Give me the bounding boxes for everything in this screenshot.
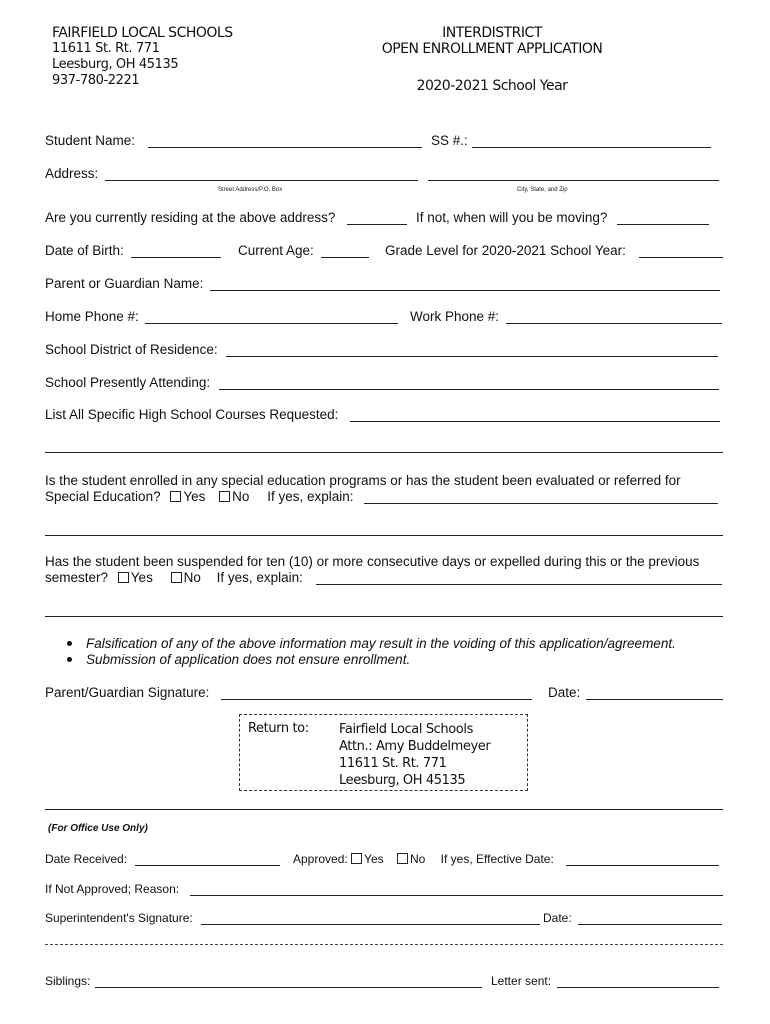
return-address-line4: Leesburg, OH 45135 [339, 773, 466, 788]
office-effective-date-field[interactable] [566, 865, 719, 866]
suspend-question-line2 [45, 570, 303, 586]
siblings-divider [45, 944, 723, 945]
signature-label: Parent/Guardian Signature: [45, 685, 210, 700]
return-address-line2: Attn.: Amy Buddelmeyer [339, 739, 491, 754]
office-superintendent-label: Superintendent's Signature: [45, 911, 193, 925]
street-address-hint: Street Address/P.O. Box [218, 187, 283, 193]
sped-explain-label: If yes, explain: [267, 489, 354, 504]
office-siblings-label: Siblings: [45, 974, 91, 988]
moving-field[interactable] [617, 224, 709, 225]
sped-yes-label: Yes [183, 489, 206, 504]
return-address-line1: Fairfield Local Schools [339, 722, 473, 737]
grade-field[interactable] [639, 257, 723, 258]
sped-question-text: Special Education? [45, 489, 161, 504]
office-approved-label: Approved: [293, 852, 348, 866]
school-city: Leesburg, OH 45135 [52, 57, 179, 72]
office-approved-no-checkbox[interactable] [397, 853, 408, 864]
sped-no-checkbox[interactable] [219, 491, 230, 502]
office-use-heading: (For Office Use Only) [48, 823, 148, 834]
suspend-no-label: No [183, 570, 201, 585]
parent-label: Parent or Guardian Name: [45, 276, 204, 291]
age-label: Current Age: [238, 243, 314, 258]
office-approved-yes-label: Yes [364, 852, 384, 866]
office-superintendent-field[interactable] [201, 924, 540, 925]
ss-field[interactable] [472, 147, 711, 148]
suspend-question-text: semester? [45, 570, 109, 585]
sped-no-label: No [232, 489, 250, 504]
residing-field[interactable] [347, 224, 407, 225]
office-reason-field[interactable] [190, 895, 723, 896]
dob-label: Date of Birth: [45, 243, 124, 258]
note-submission-text: Submission of application does not ensure enrollment. [86, 652, 411, 667]
suspend-yes-label: Yes [130, 570, 153, 585]
district-label: School District of Residence: [45, 342, 218, 357]
student-name-field[interactable] [148, 147, 422, 148]
form-title-interdistrict: INTERDISTRICT [442, 25, 542, 41]
age-field[interactable] [321, 257, 369, 258]
suspend-yes-checkbox[interactable] [118, 572, 129, 583]
office-date-received-label: Date Received: [45, 852, 128, 866]
office-reason-label: If Not Approved; Reason: [45, 882, 180, 896]
note-falsification [67, 636, 676, 652]
residing-label: Are you currently residing at the above address? [45, 210, 336, 225]
suspend-explain-label: If yes, explain: [216, 570, 303, 585]
office-approved-no-label: No [409, 852, 426, 866]
moving-label: If not, when will you be moving? [416, 210, 608, 225]
office-letter-sent-label: Letter sent: [491, 974, 552, 988]
grade-label: Grade Level for 2020-2021 School Year: [385, 243, 626, 258]
office-letter-sent-field[interactable] [557, 987, 719, 988]
home-phone-label: Home Phone #: [45, 309, 139, 324]
office-date-field[interactable] [578, 924, 722, 925]
suspend-question-line1: Has the student been suspended for ten (10) or more consecutive days or expelled during this or the previous [45, 554, 700, 569]
note-submission [67, 652, 410, 668]
address-label: Address: [45, 166, 99, 181]
office-date-received-field[interactable] [135, 865, 280, 866]
office-effective-label: If yes, Effective Date: [440, 852, 554, 866]
signature-field[interactable] [221, 699, 532, 700]
school-phone: 937-780-2221 [52, 73, 140, 88]
attending-label: School Presently Attending: [45, 375, 211, 390]
form-title-open-enrollment: OPEN ENROLLMENT APPLICATION [381, 41, 603, 57]
return-address-box [239, 714, 528, 791]
return-address-line3: 11611 St. Rt. 771 [339, 756, 447, 771]
home-phone-field[interactable] [145, 323, 398, 324]
bullet-icon [67, 641, 72, 646]
suspend-no-checkbox[interactable] [171, 572, 182, 583]
city-state-zip-field[interactable] [428, 180, 719, 181]
street-address-field[interactable] [105, 180, 418, 181]
office-divider [45, 809, 723, 810]
suspend-explain-field[interactable] [316, 584, 722, 585]
attending-field[interactable] [219, 389, 719, 390]
district-field[interactable] [226, 356, 718, 357]
suspend-explain-field-line-2[interactable] [45, 616, 723, 617]
sped-explain-field-line-2[interactable] [45, 535, 723, 536]
school-name: FAIRFIELD LOCAL SCHOOLS [52, 25, 233, 41]
city-state-zip-hint: City, State, and Zip [517, 187, 568, 193]
note-falsification-text: Falsification of any of the above information may result in the voiding of this application/agreement. [86, 636, 676, 651]
school-street: 11611 St. Rt. 771 [52, 41, 160, 56]
dob-field[interactable] [131, 257, 221, 258]
student-name-label: Student Name: [45, 133, 136, 148]
bullet-icon [67, 657, 72, 662]
school-year: 2020-2021 School Year [416, 78, 568, 94]
sped-explain-field[interactable] [364, 503, 718, 504]
return-address [339, 721, 490, 789]
office-approved-group [293, 852, 554, 866]
parent-field[interactable] [210, 290, 720, 291]
sped-question-line1: Is the student enrolled in any special education programs or has the student been evaluated or referred for [45, 473, 681, 488]
sped-question-line2 [45, 489, 353, 505]
work-phone-field[interactable] [506, 323, 722, 324]
work-phone-label: Work Phone #: [410, 309, 500, 324]
courses-field[interactable] [350, 421, 720, 422]
office-date-label: Date: [543, 911, 572, 925]
office-approved-yes-checkbox[interactable] [351, 853, 362, 864]
courses-field-line-2[interactable] [45, 452, 723, 453]
office-siblings-field[interactable] [95, 987, 482, 988]
return-to-label: Return to: [248, 721, 309, 736]
signature-date-label: Date: [548, 685, 581, 700]
ss-label: SS #.: [431, 133, 468, 148]
sped-yes-checkbox[interactable] [170, 491, 181, 502]
courses-label: List All Specific High School Courses Requested: [45, 407, 339, 422]
signature-date-field[interactable] [586, 699, 723, 700]
